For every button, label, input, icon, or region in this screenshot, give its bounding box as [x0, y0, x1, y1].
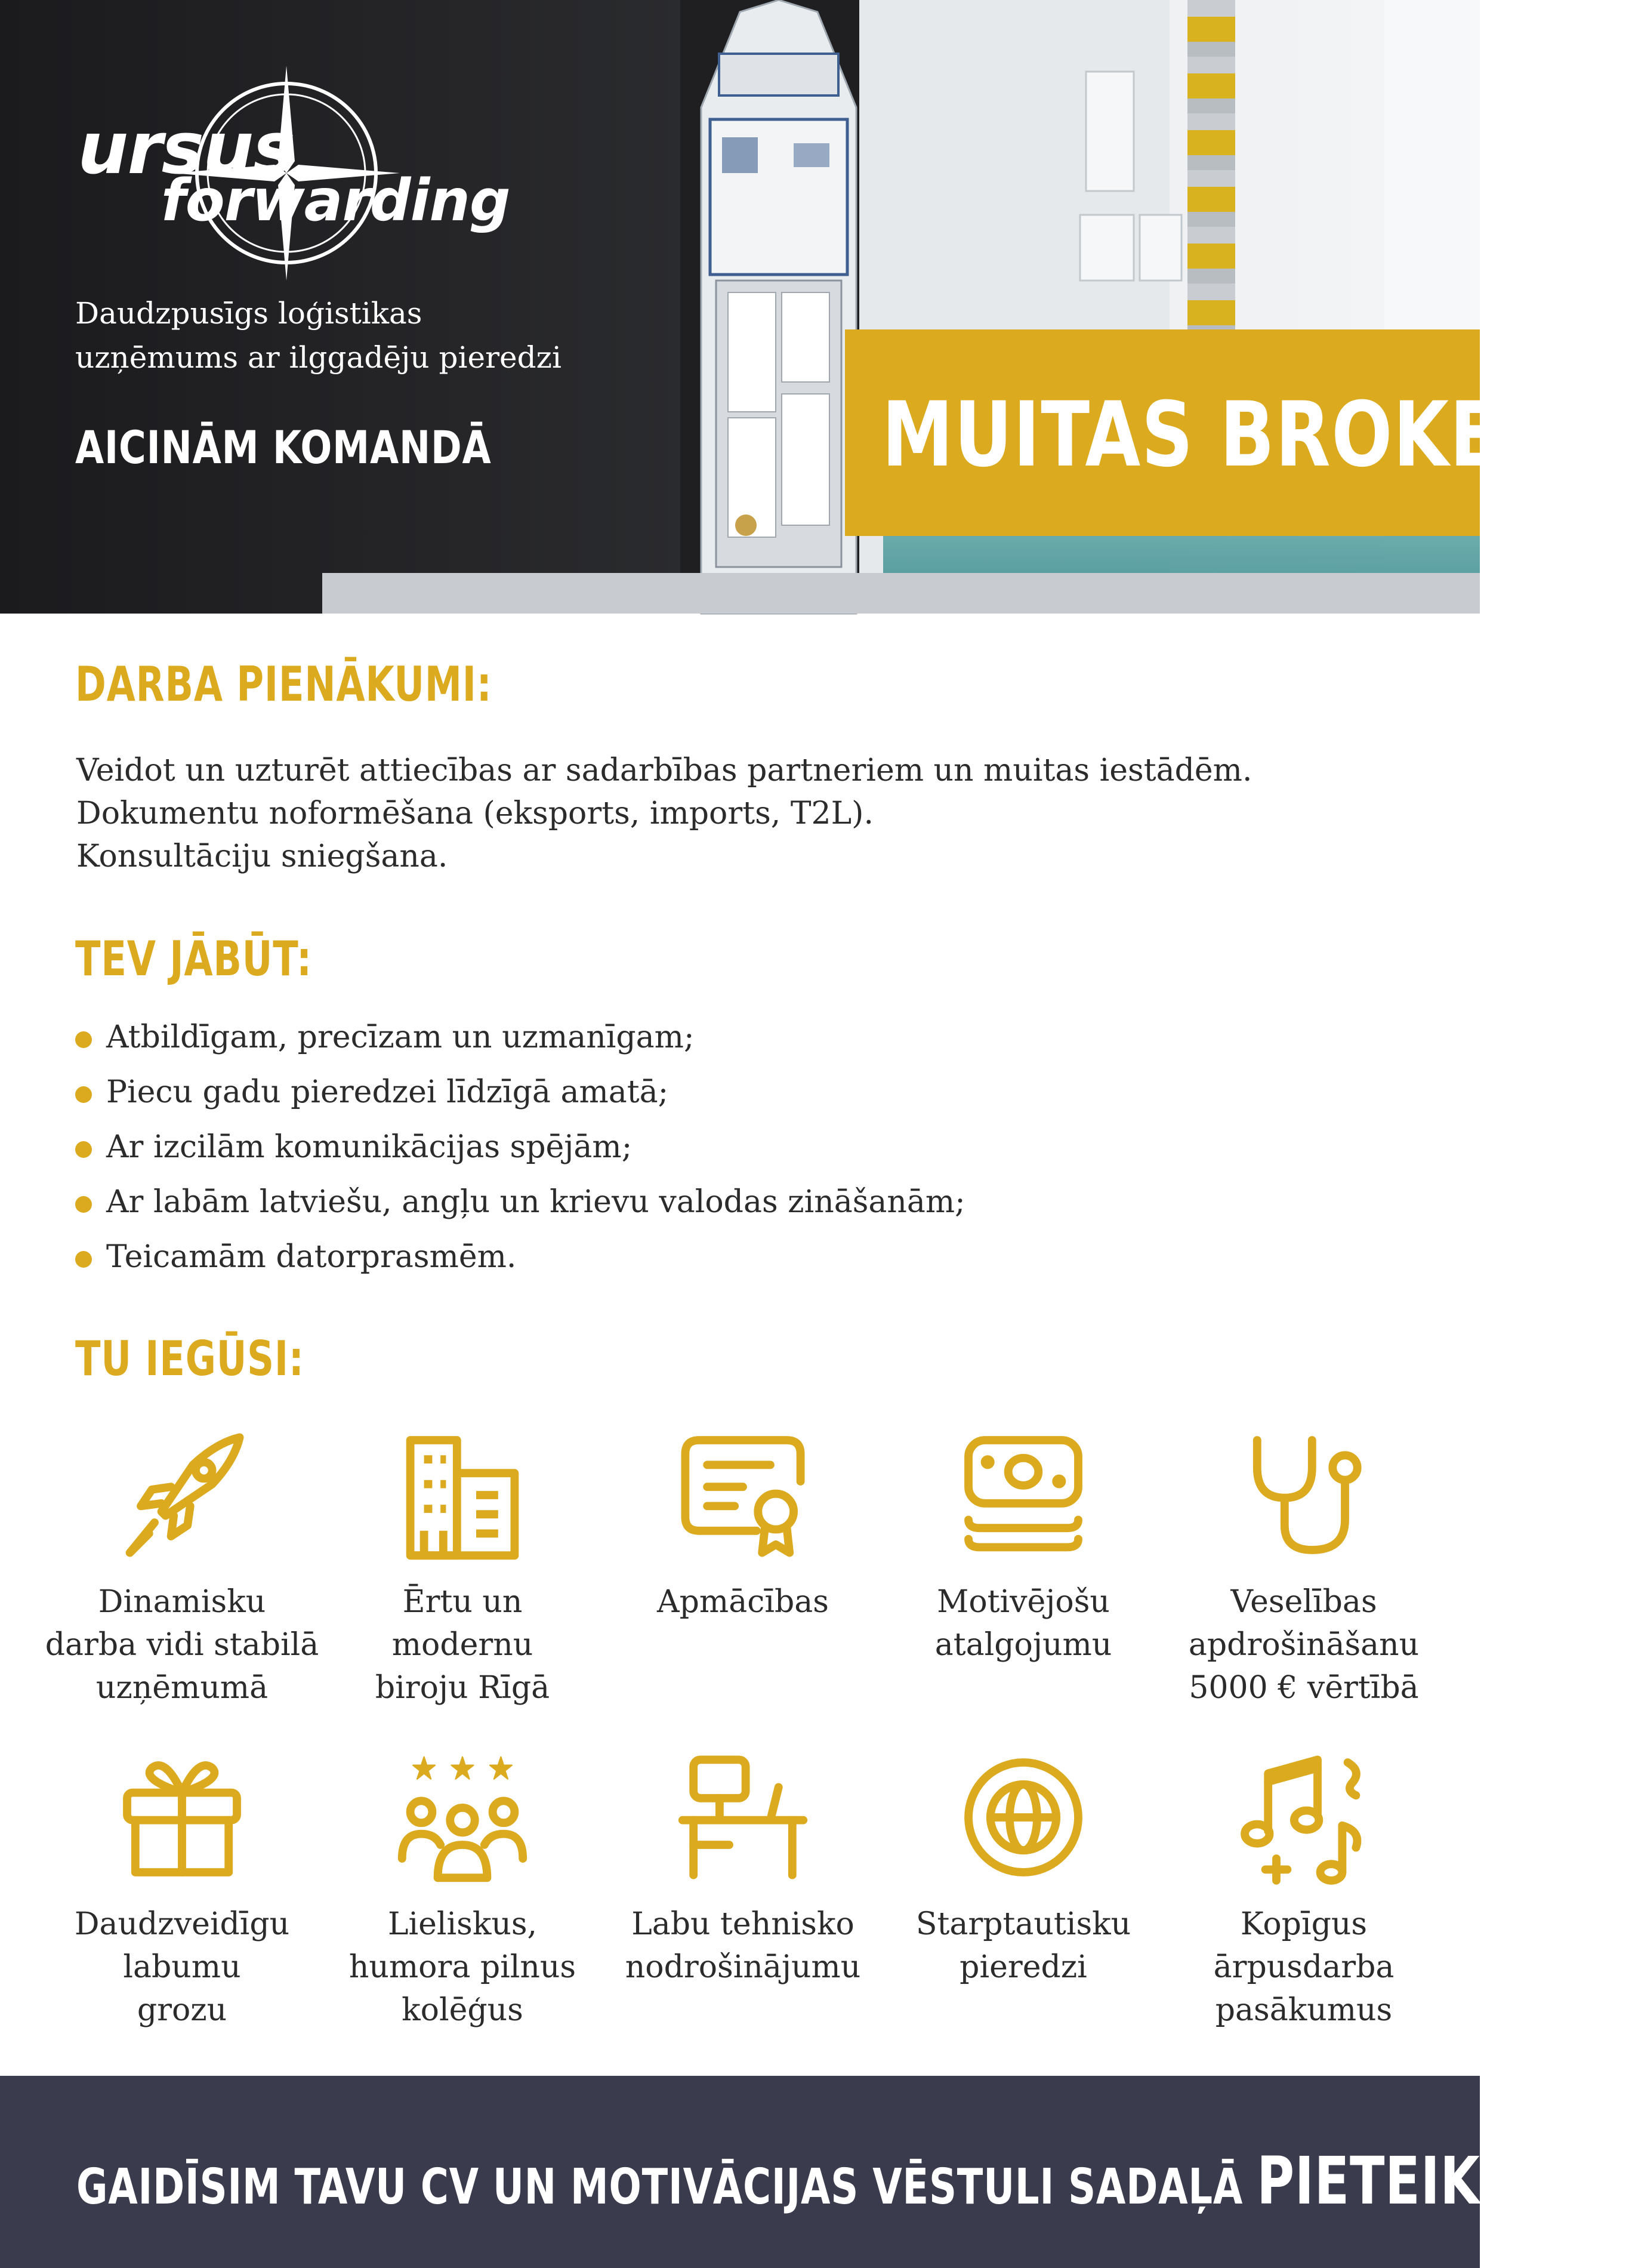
benefit-label: nodrošinājumu — [625, 1949, 861, 1985]
benefit-label: Apmācības — [657, 1584, 829, 1620]
benefit-item — [1164, 1426, 1444, 1709]
benefit-item — [883, 1426, 1164, 1666]
benefit-label: uzņēmumā — [95, 1670, 269, 1706]
logo-text-forwarding: forwarding — [161, 167, 510, 234]
globe-icon — [955, 1749, 1092, 1886]
benefit-item — [42, 1426, 322, 1709]
company-tagline — [75, 291, 648, 380]
ursus-forwarding-logo — [72, 66, 510, 281]
office-building-icon — [394, 1426, 531, 1564]
footer-call-to-action — [76, 2143, 1632, 2219]
benefit-item — [322, 1426, 603, 1709]
benefits-heading: TU IEGŪSI: — [75, 1331, 304, 1386]
benefit-label: kolēģus — [402, 1992, 523, 2028]
duty-line: Veidot un uzturēt attiecības ar sadarbības partneriem un muitas iestādēm. — [76, 753, 1252, 788]
requirement-item: Ar izcilām komunikācijas spējām; — [75, 1126, 1418, 1181]
rocket-icon — [113, 1426, 251, 1564]
duties-heading: DARBA PIENĀKUMI: — [75, 657, 492, 712]
benefit-label: Lieliskus, — [387, 1906, 538, 1942]
duty-line: Konsultāciju sniegšana. — [76, 839, 448, 874]
benefit-item — [603, 1426, 883, 1623]
benefit-label: humora pilnus — [348, 1949, 576, 1985]
benefit-label: atalgojumu — [934, 1627, 1112, 1663]
logo-text-ursus: ursus — [78, 107, 294, 190]
tagline-line: uzņēmums ar ilggadēju pieredzi — [75, 340, 562, 375]
footer-text: GAIDĪSIM TAVU CV UN MOTIVĀCIJAS VĒSTULI SADAĻĀ — [76, 2159, 1257, 2215]
requirement-item: Piecu gadu pieredzei līdzīgā amatā; — [75, 1071, 1418, 1126]
benefit-item — [42, 1749, 322, 2032]
benefits-grid — [24, 1415, 1468, 2047]
tagline-line: Daudzpusīgs loģistikas — [75, 296, 422, 331]
benefit-item — [322, 1749, 603, 2032]
benefit-label: Motivējošu — [937, 1584, 1110, 1620]
benefit-label: biroju Rīgā — [375, 1670, 550, 1706]
benefit-label: modernu — [391, 1627, 533, 1663]
job-title: MUITAS BROKERI — [882, 383, 1584, 487]
benefit-label: Daudzveidīgu — [74, 1906, 290, 1942]
invite-heading: AICINĀM KOMANDĀ — [75, 421, 492, 474]
dock-image — [322, 573, 1480, 614]
team-stars-icon — [394, 1749, 531, 1886]
requirement-item: Ar labām latviešu, angļu un krievu valodas zināšanām; — [75, 1181, 1418, 1235]
benefit-label: grozu — [137, 1992, 227, 2028]
certificate-icon — [674, 1426, 812, 1564]
benefit-label: Kopīgus — [1240, 1906, 1368, 1942]
workstation-icon — [674, 1749, 812, 1886]
benefit-label: 5000 € vērtībā — [1189, 1670, 1419, 1706]
benefit-item — [603, 1749, 883, 1989]
benefit-label: Labu tehnisko — [631, 1906, 854, 1942]
requirements-list — [75, 1016, 1418, 1290]
duties-list — [76, 749, 1419, 878]
benefit-label: ārpusdarba — [1213, 1949, 1395, 1985]
requirement-item: Teicamām datorprasmēm. — [75, 1235, 1418, 1290]
job-title-banner — [845, 329, 1584, 536]
footer-banner — [0, 2076, 1632, 2268]
stethoscope-icon — [1235, 1426, 1372, 1564]
benefit-label: Starptautisku — [915, 1906, 1131, 1942]
benefit-label: Ērtu un — [402, 1584, 523, 1620]
benefit-label: Veselības — [1230, 1584, 1377, 1620]
apply-link[interactable]: PIETEIKTIES! — [1257, 2143, 1632, 2219]
money-stack-icon — [955, 1426, 1092, 1564]
hero-banner — [0, 0, 1584, 614]
duty-line: Dokumentu noformēšana (eksports, imports, T2L). — [76, 796, 874, 831]
benefit-label: darba vidi stabilā — [45, 1627, 319, 1663]
benefit-label: labumu — [123, 1949, 241, 1985]
benefit-label: pasākumus — [1215, 1992, 1393, 2028]
benefit-label: apdrošināšanu — [1188, 1627, 1420, 1663]
requirements-heading: TEV JĀBŪT: — [75, 931, 312, 987]
gift-icon — [113, 1749, 251, 1886]
benefit-label: Dinamisku — [98, 1584, 266, 1620]
benefit-item — [1164, 1749, 1444, 2032]
benefit-item — [883, 1749, 1164, 1989]
requirement-item: Atbildīgam, precīzam un uzmanīgam; — [75, 1016, 1418, 1071]
benefit-label: pieredzi — [960, 1949, 1087, 1985]
music-notes-icon — [1235, 1749, 1372, 1886]
